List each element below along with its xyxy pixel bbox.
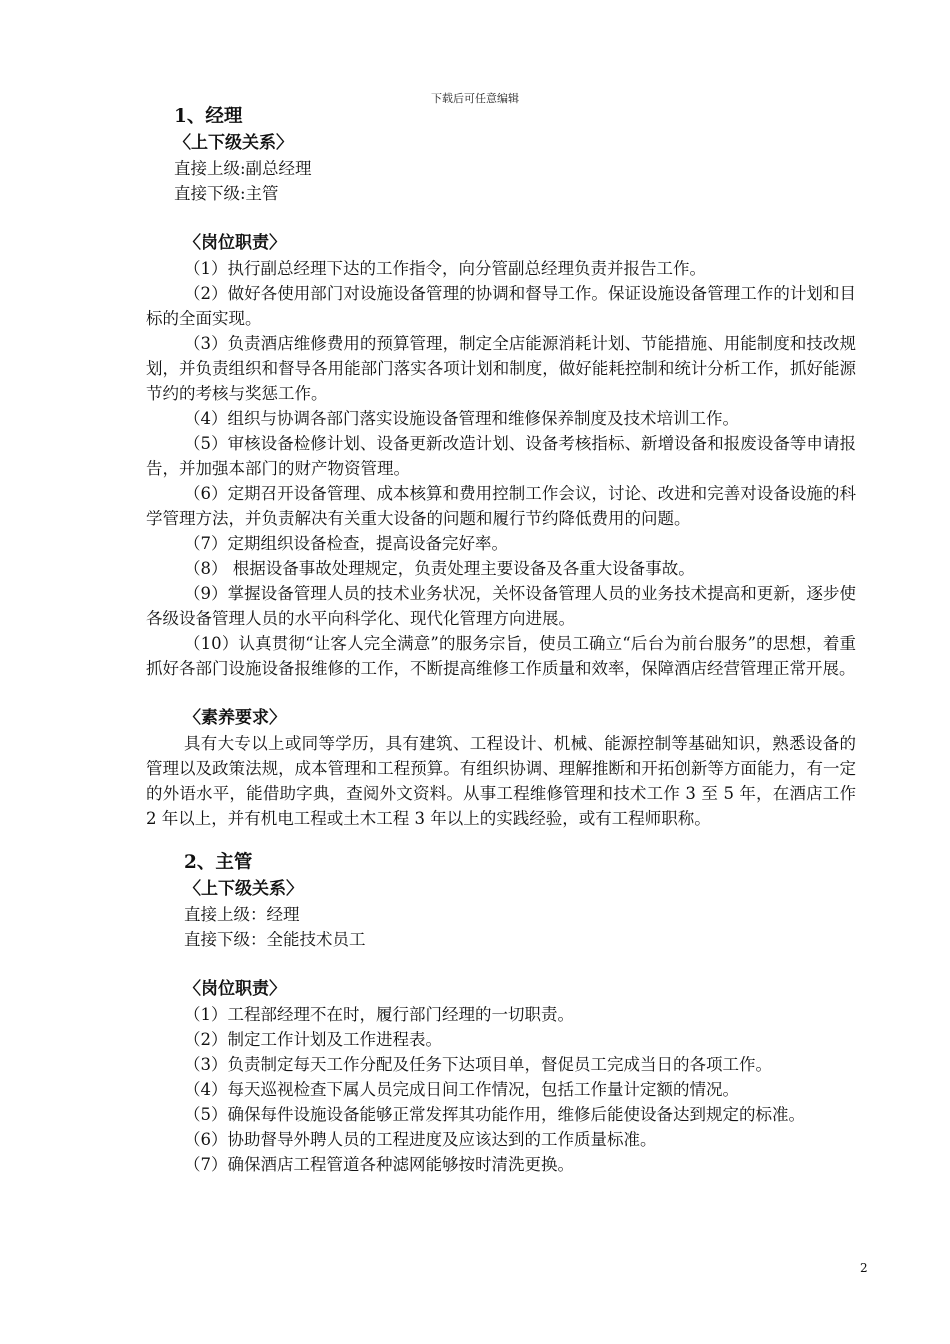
section-title-manager: 1、经理 <box>174 106 243 127</box>
duty-item: （6）定期召开设备管理、成本核算和费用控制工作会议，讨论、改进和完善对设备设施的科学管理方法，并负责解决有关重大设备的问题和履行节约降低费用的问题。 <box>146 484 856 528</box>
duty-item: （8） 根据设备事故处理规定，负责处理主要设备及各重大设备事故。 <box>184 559 695 578</box>
duties-list-supervisor <box>146 1002 856 1177</box>
document-body <box>146 103 856 1177</box>
section-title-supervisor: 2、主管 <box>184 852 253 873</box>
duty-item: （6）协助督导外聘人员的工程进度及应该达到的工作质量标准。 <box>184 1130 657 1149</box>
duty-item: （1）工程部经理不在时，履行部门经理的一切职责。 <box>184 1005 574 1024</box>
duty-item: （10）认真贯彻“让客人完全满意”的服务宗旨，使员工确立“后台为前台服务”的思想，着重抓好各部门设施设备报维修的工作，不断提高维修工作质量和效率，保障酒店经营管理正常开展。 <box>146 634 856 678</box>
duty-item: （7）定期组织设备检查，提高设备完好率。 <box>184 534 508 553</box>
subordinate-line: 直接下级：全能技术员工 <box>184 930 366 949</box>
relation-heading: 〈上下级关系〉 <box>184 879 303 899</box>
subordinate-line: 直接下级:主管 <box>174 184 279 203</box>
page-header: 下载后可任意编辑 <box>431 92 519 105</box>
duty-item: （5）审核设备检修计划、设备更新改造计划、设备考核指标、新增设备和报废设备等申请报告，并加强本部门的财产物资管理。 <box>146 434 856 478</box>
superior-line: 直接上级：经理 <box>184 905 300 924</box>
duty-item: （4）每天巡视检查下属人员完成日间工作情况，包括工作量计定额的情况。 <box>184 1080 739 1099</box>
duty-item: （3）负责制定每天工作分配及任务下达项目单，督促员工完成当日的各项工作。 <box>184 1055 772 1074</box>
duty-item: （9）掌握设备管理人员的技术业务状况，关怀设备管理人员的业务技术提高和更新，逐步使各级设备管理人员的水平向科学化、现代化管理方向进展。 <box>146 584 856 628</box>
relation-heading: 〈上下级关系〉 <box>174 133 293 153</box>
duties-heading: 〈岗位职责〉 <box>184 233 286 253</box>
page-number: 2 <box>860 1261 868 1275</box>
duty-item: （1）执行副总经理下达的工作指令，向分管副总经理负责并报告工作。 <box>184 259 706 278</box>
duty-item: （7）确保酒店工程管道各种滤网能够按时清洗更换。 <box>184 1155 574 1174</box>
qualification-text: 具有大专以上或同等学历，具有建筑、工程设计、机械、能源控制等基础知识，熟悉设备的管理以及政策法规，成本管理和工程预算。有组织协调、理解推断和开拓创新等方面能力，有一定的外语水平，能借助字典，查阅外文资料。从事工程维修管理和技术工作 3 至 5 年，在酒店工作 2 年以上，并有机电工程或土木工程 3 年以上的实践经验，或有工程师职称。 <box>146 734 856 828</box>
duty-item: （4）组织与协调各部门落实设施设备管理和维修保养制度及技术培训工作。 <box>184 409 739 428</box>
duty-item: （5）确保每件设施设备能够正常发挥其功能作用，维修后能使设备达到规定的标准。 <box>184 1105 805 1124</box>
duty-item: （2）制定工作计划及工作进程表。 <box>184 1030 442 1049</box>
superior-line: 直接上级:副总经理 <box>174 159 312 178</box>
duties-list-manager <box>146 256 856 681</box>
qualification-heading: 〈素养要求〉 <box>184 708 286 728</box>
duty-item: （3）负责酒店维修费用的预算管理，制定全店能源消耗计划、节能措施、用能制度和技改规划，并负责组织和督导各用能部门落实各项计划和制度，做好能耗控制和统计分析工作，抓好能源节约的考核与奖惩工作。 <box>146 334 856 403</box>
duties-heading: 〈岗位职责〉 <box>184 979 286 999</box>
duty-item: （2）做好各使用部门对设施设备管理的协调和督导工作。保证设施设备管理工作的计划和目标的全面实现。 <box>146 284 856 328</box>
